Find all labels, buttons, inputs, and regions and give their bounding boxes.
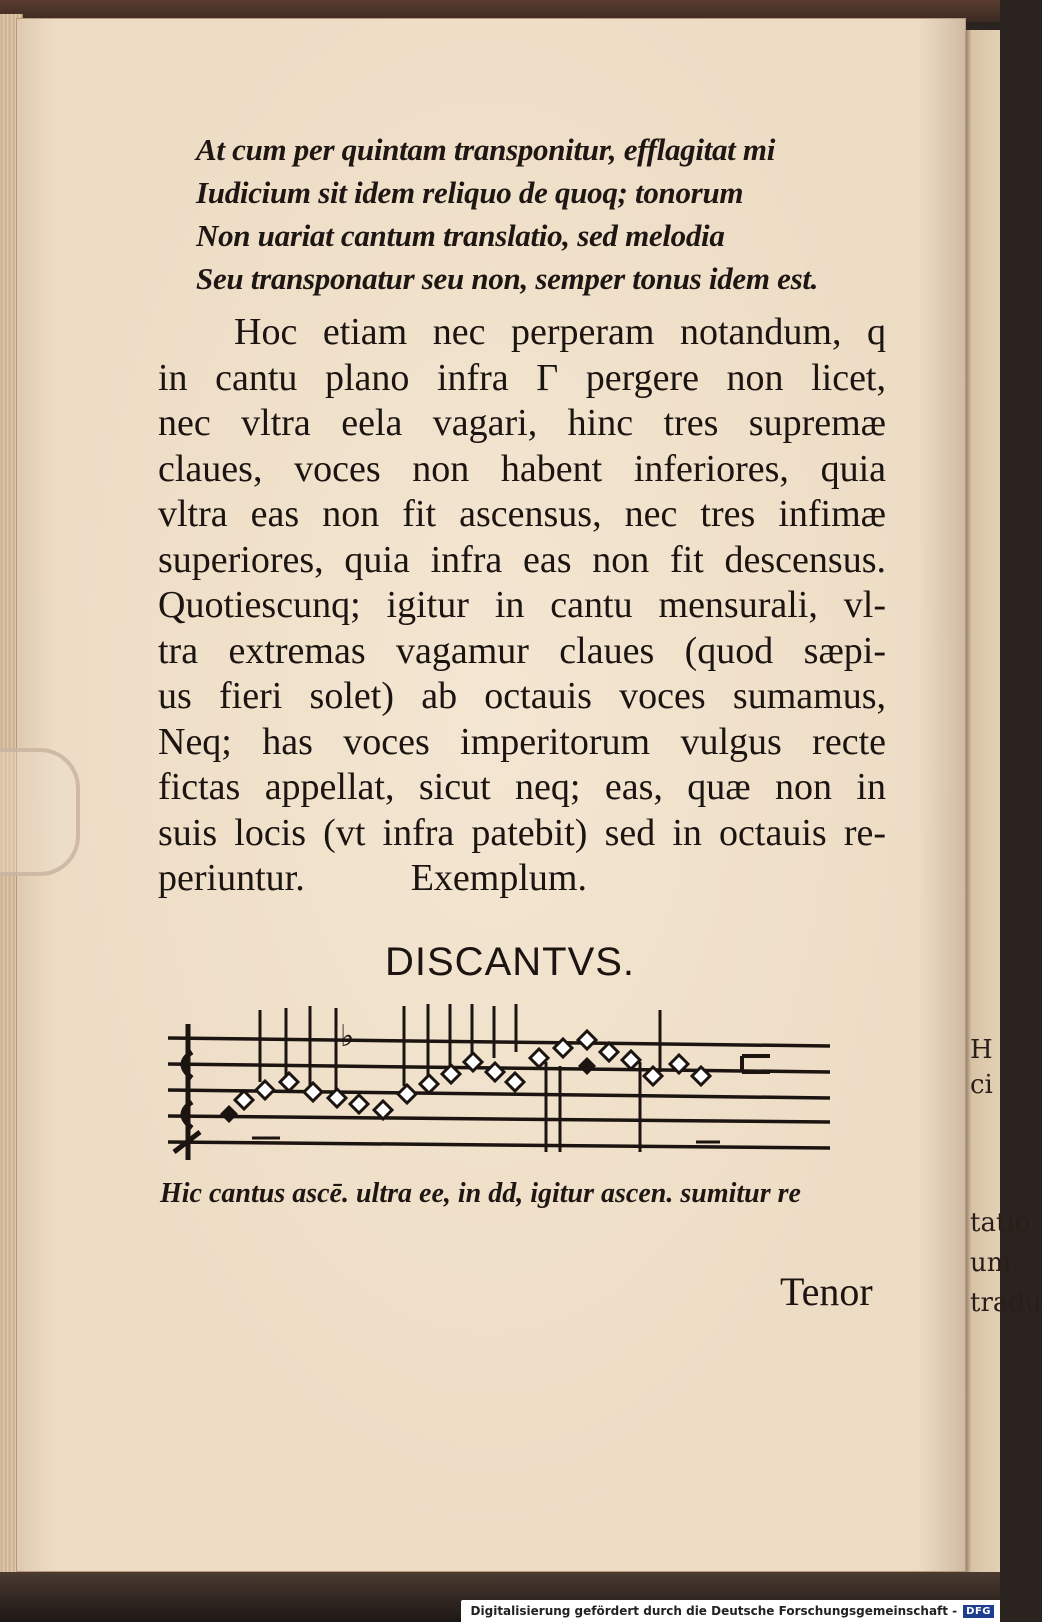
prose-line: Hoc etiam nec perperam notandum, q bbox=[234, 311, 886, 353]
paper-clip bbox=[0, 748, 80, 876]
footer-text: Digitalisierung gefördert durch die Deutsche Forschungsgemeinschaft - bbox=[470, 1604, 958, 1618]
prose-line: tra extremas vagamur claues (quod sæpi- bbox=[158, 629, 886, 672]
prose-line: periuntur. bbox=[158, 857, 305, 899]
prose-line: suis locis (vt infra patebit) sed in octauis re- bbox=[158, 811, 886, 854]
verse-line: Seu transponatur seu non, semper tonus idem est. bbox=[196, 261, 819, 296]
prose-line: us fieri solet) ab octauis voces sumamus, bbox=[158, 675, 886, 717]
dfg-logo: DFG bbox=[963, 1605, 994, 1618]
verse-line: Iudicium sit idem reliquo de quoq; tonorum bbox=[196, 175, 744, 210]
adjacent-page-fragment: tradu bbox=[970, 1288, 1042, 1318]
digitization-footer bbox=[461, 1600, 1000, 1622]
verse-block bbox=[196, 128, 856, 300]
prose-line: fictas appellat, sicut neq; eas, quæ non in bbox=[158, 766, 886, 808]
prose-line: nec vltra eela vagari, hinc tres supremæ bbox=[158, 402, 886, 444]
verse-line: At cum per quintam transponitur, efflagitat mi bbox=[196, 132, 776, 167]
svg-text:♭: ♭ bbox=[340, 1019, 355, 1054]
adjacent-page-fragment: H bbox=[970, 1035, 993, 1065]
prose-line: claues, voces non habent inferiores, quia bbox=[158, 447, 886, 490]
verse-line: Non uariat cantum translatio, sed melodia bbox=[196, 218, 725, 253]
prose-line: Neq; has voces imperitorum vulgus recte bbox=[158, 720, 886, 763]
prose-line: Quotiescunq; igitur in cantu mensurali, vl- bbox=[158, 584, 886, 626]
prose-block bbox=[158, 310, 886, 902]
prose-line: in cantu plano infra Γ pergere non licet, bbox=[158, 356, 886, 399]
prose-last-line bbox=[158, 856, 886, 902]
example-caption: Hic cantus ascē. ultra ee, in dd, igitur ascen. sumitur re bbox=[160, 1178, 801, 1209]
adjacent-page-fragment: tatio bbox=[970, 1208, 1031, 1238]
staff-notation bbox=[160, 1002, 840, 1172]
adjacent-page-fragment: ci bbox=[970, 1070, 993, 1100]
adjacent-page-fragment: um. bbox=[970, 1248, 1020, 1278]
prose-line: vltra eas non fit ascensus, nec tres infimæ bbox=[158, 493, 886, 535]
music-staff bbox=[160, 1002, 840, 1172]
prose-line: superiores, quia infra eas non fit descensus. bbox=[158, 538, 886, 581]
catchword: Tenor bbox=[780, 1269, 873, 1314]
voice-heading: DISCANTVS. bbox=[385, 940, 636, 984]
example-label: Exemplum. bbox=[410, 857, 587, 899]
